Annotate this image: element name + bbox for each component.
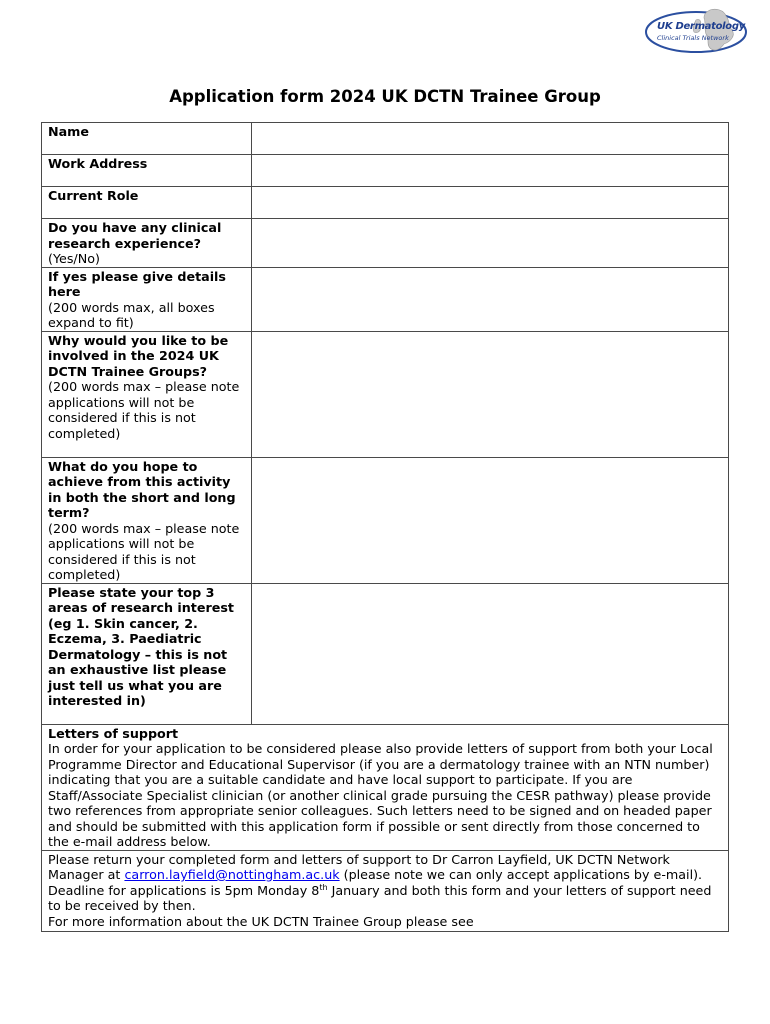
experience-label-cell: [42, 219, 252, 268]
return-text-after: January and both this form and your letters of support need to be received by then.: [48, 882, 712, 913]
work-address-label-cell: [42, 155, 252, 187]
ordinal-suffix: th: [319, 882, 328, 892]
work-address-label: Work Address: [48, 156, 148, 171]
application-form-table: [41, 122, 729, 932]
current-role-label-cell: [42, 187, 252, 219]
letters-heading: Letters of support: [48, 725, 179, 741]
page-title: Application form 2024 UK DCTN Trainee Group: [169, 87, 601, 106]
name-label-cell: [42, 123, 252, 155]
interest-field[interactable]: [252, 583, 729, 724]
why-field[interactable]: [252, 331, 729, 457]
hope-field[interactable]: [252, 457, 729, 583]
logo-line-1: UK Dermatology: [657, 21, 745, 32]
name-field[interactable]: [252, 123, 729, 155]
form-row-work-address: [42, 155, 729, 187]
return-text-before: Please return your completed form and letters of support to Dr Carron Layfield, UK DCTN Network Manager at: [48, 851, 670, 882]
logo-line-2: Clinical Trials Network: [657, 34, 729, 42]
return-cell: [42, 850, 729, 932]
form-row-why: [42, 331, 729, 457]
details-label: If yes please give details here: [48, 268, 226, 299]
current-role-field[interactable]: [252, 187, 729, 219]
logo-graphic: [644, 6, 756, 58]
why-label-cell: [42, 331, 252, 457]
uk-dctn-logo: [644, 6, 756, 58]
contact-email-link[interactable]: carron.layfield@nottingham.ac.uk: [124, 867, 340, 882]
letters-body: In order for your application to be considered please also provide letters of support from both your Local Programme Director and Educational Supervisor (if you are a dermatology trainee with an NTN number) indicating that you are a suitable candidate and have local support to participate. If you are Staff/Associate Specialist clinician (or another clinical grade pursuing the CESR pathway) please provide two references from appropriate senior colleagues. Such letters need to be signed and on headed paper and should be submitted with this application form if possible or sent directly from those concerned to the e-mail address below.: [48, 741, 713, 849]
work-address-field[interactable]: [252, 155, 729, 187]
name-label: Name: [48, 124, 90, 139]
return-text-middle: (please note we can only accept applications by e-mail). Deadline for applications is 5pm Monday 8: [48, 867, 703, 898]
details-field[interactable]: [252, 267, 729, 331]
form-row-experience: [42, 219, 729, 268]
form-row-hope: [42, 457, 729, 583]
why-label: Why would you like to be involved in the 2024 UK DCTN Trainee Groups?: [48, 332, 229, 379]
form-row-return: [42, 850, 729, 932]
hope-label-cell: [42, 457, 252, 583]
form-row-interest: [42, 583, 729, 724]
form-row-name: [42, 123, 729, 155]
why-hint: (200 words max – please note applications will not be considered if this is not completed): [48, 379, 240, 441]
hope-hint: (200 words max – please note applications will not be considered if this is not completed): [48, 520, 240, 582]
current-role-label: Current Role: [48, 188, 139, 203]
interest-label-cell: [42, 583, 252, 724]
form-row-letters: [42, 724, 729, 850]
details-label-cell: [42, 267, 252, 331]
form-row-current-role: [42, 187, 729, 219]
letters-cell: [42, 724, 729, 850]
experience-field[interactable]: [252, 219, 729, 268]
details-hint: (200 words max, all boxes expand to fit): [48, 299, 215, 330]
experience-hint: (Yes/No): [48, 251, 100, 266]
interest-label: Please state your top 3 areas of research interest (eg 1. Skin cancer, 2. Eczema, 3. Paediatric Dermatology – this is not an exhaustive list please just tell us what you are interested in): [48, 584, 234, 708]
more-info-text: For more information about the UK DCTN Trainee Group please see: [48, 913, 474, 929]
hope-label: What do you hope to achieve from this activity in both the short and long term?: [48, 458, 236, 520]
experience-label: Do you have any clinical research experience?: [48, 220, 222, 251]
form-row-details: [42, 267, 729, 331]
